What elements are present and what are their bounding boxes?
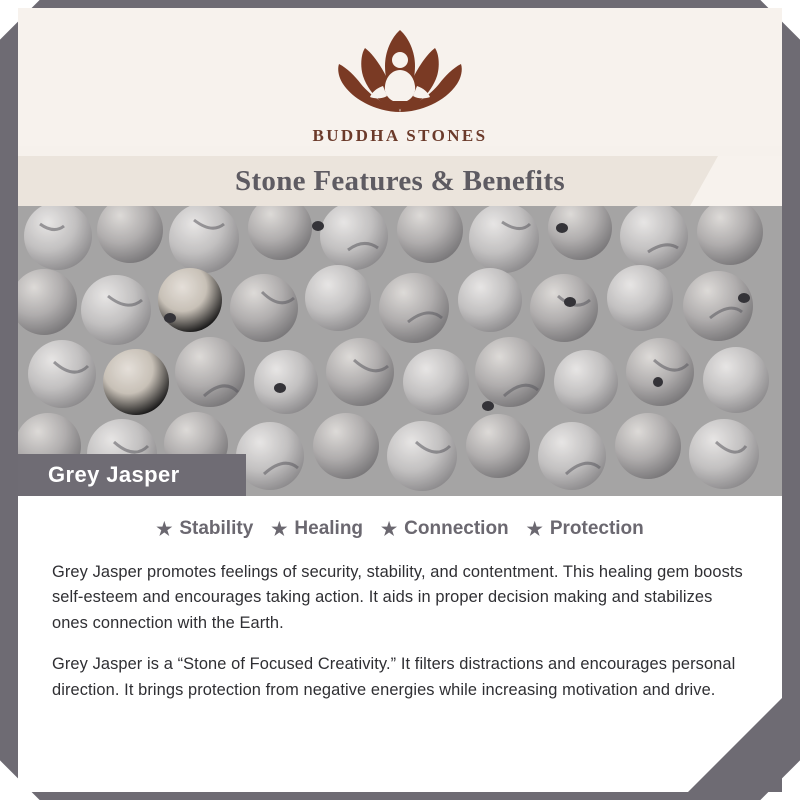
star-icon: ★ <box>156 519 173 539</box>
keyword-label: Healing <box>294 518 364 539</box>
keyword-list <box>52 518 748 540</box>
keyword-label: Connection <box>404 518 509 539</box>
lotus-meditation-icon <box>325 24 475 122</box>
keyword-label: Stability <box>179 518 254 539</box>
stone-name-badge: Grey Jasper <box>18 454 246 496</box>
poster-card <box>18 8 782 792</box>
description-section <box>18 496 782 792</box>
brand-header <box>18 8 782 146</box>
star-icon: ★ <box>526 519 543 539</box>
keyword-healing <box>271 518 363 540</box>
description-paragraph-2: Grey Jasper is a “Stone of Focused Creativity.” It filters distractions and encourages personal direction. It brings protection from negative energies while increasing motivation and drive. <box>52 655 736 699</box>
star-icon: ★ <box>381 519 398 539</box>
keyword-label: Protection <box>549 518 644 539</box>
description-paragraph-1: Grey Jasper promotes feelings of security, stability, and contentment. This healing gem boosts self-esteem and encourages taking action. It aids in proper decision making and stabilizes ones connection with the Earth. <box>52 563 743 632</box>
star-icon: ★ <box>271 519 288 539</box>
keyword-stability <box>156 518 253 540</box>
section-title-bar <box>18 156 782 206</box>
grey-jasper-beads-image <box>18 206 782 496</box>
keyword-connection <box>381 518 509 540</box>
brand-name: BUDDHA STONES <box>312 126 488 145</box>
keyword-protection <box>527 518 644 540</box>
product-photo <box>18 206 782 496</box>
page-title: Stone Features & Benefits <box>235 164 565 197</box>
